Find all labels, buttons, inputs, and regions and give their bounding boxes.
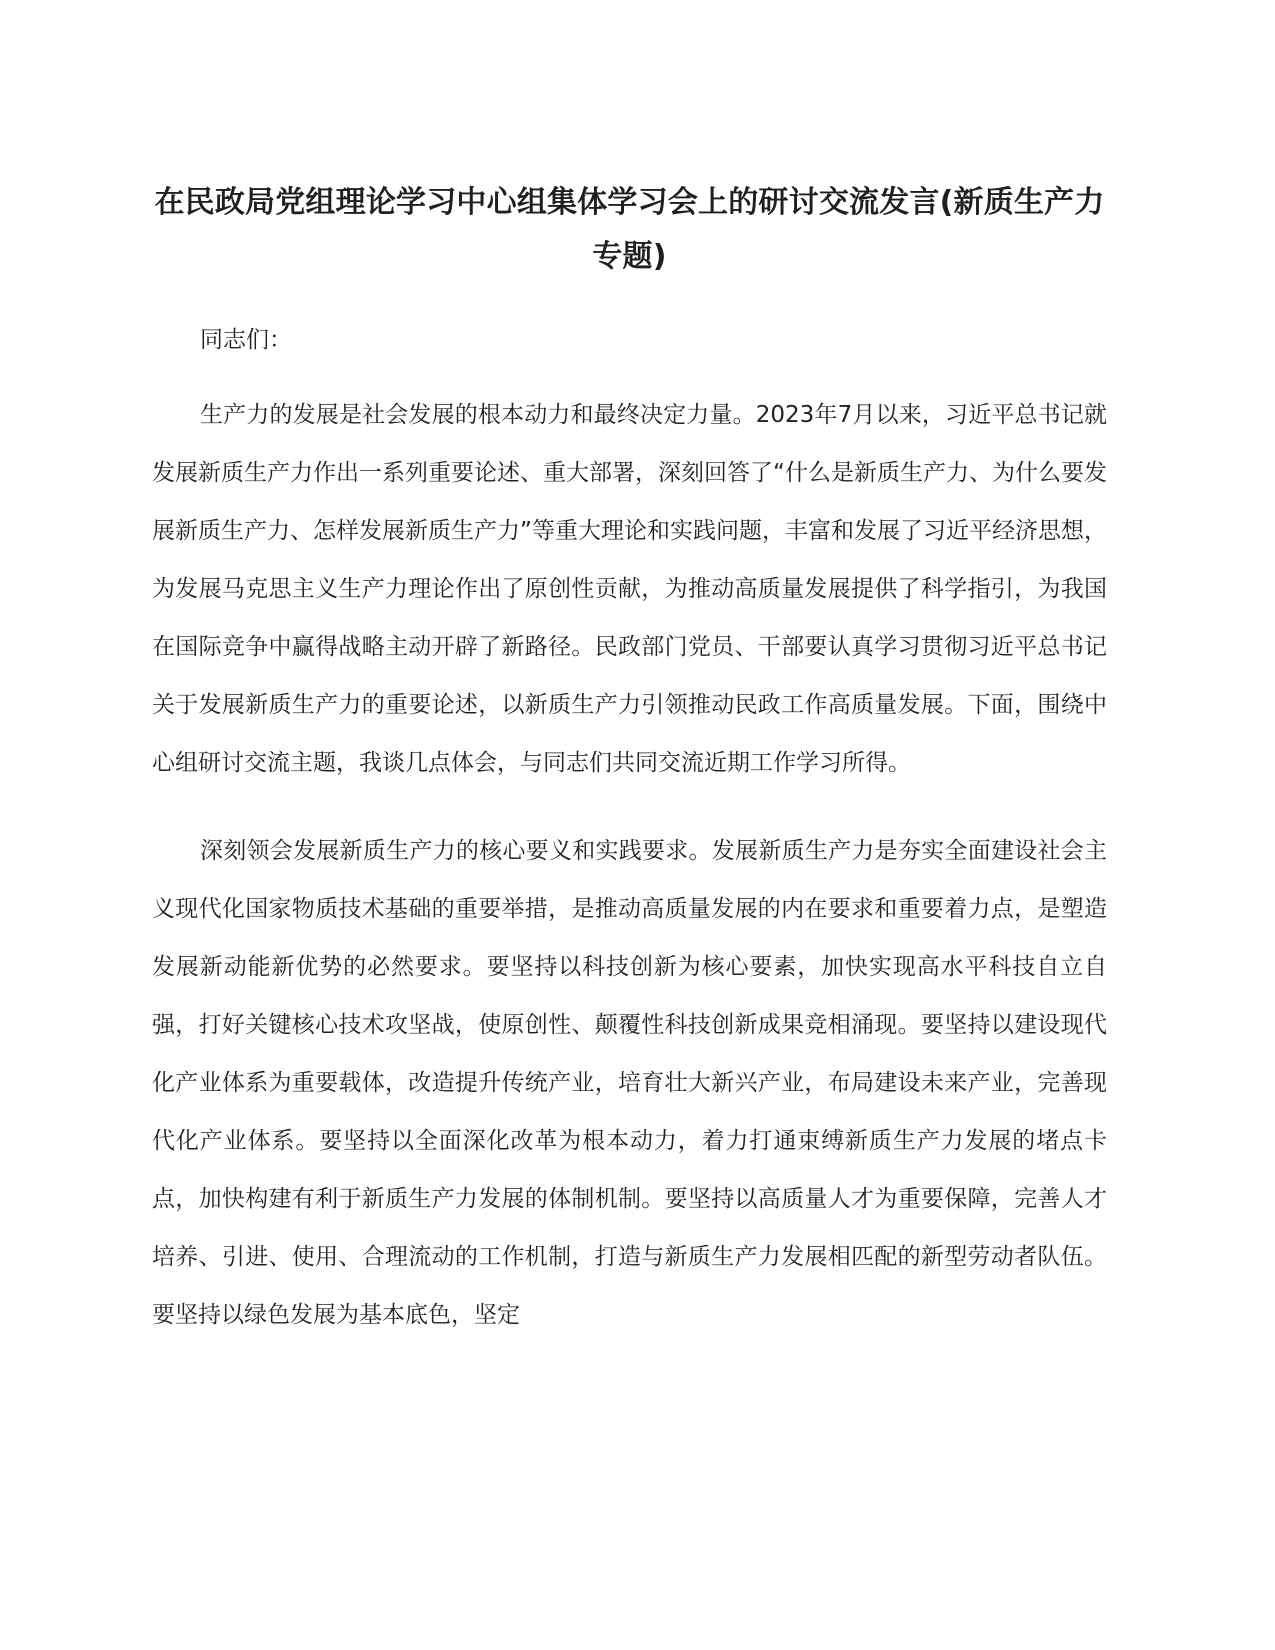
document-page bbox=[152, 176, 1107, 1344]
paragraph-1: 生产力的发展是社会发展的根本动力和最终决定力量。2023年7月以来，习近平总书记就发展新质生产力作出一系列重要论述、重大部署，深刻回答了“什么是新质生产力、为什么要发展新质生产力、怎样发展新质生产力”等重大理论和实践问题，丰富和发展了习近平经济思想，为发展马克思主义生产力理论作出了原创性贡献，为推动高质量发展提供了科学指引，为我国在国际竞争中赢得战略主动开辟了新路径。民政部门党员、干部要认真学习贯彻习近平总书记关于发展新质生产力的重要论述，以新质生产力引领推动民政工作高质量发展。下面，围绕中心组研讨交流主题，我谈几点体会，与同志们共同交流近期工作学习所得。 bbox=[152, 402, 1107, 776]
paragraph-2: 深刻领会发展新质生产力的核心要义和实践要求。发展新质生产力是夯实全面建设社会主义现代化国家物质技术基础的重要举措，是推动高质量发展的内在要求和重要着力点，是塑造发展新动能新优势的必然要求。要坚持以科技创新为核心要素，加快实现高水平科技自立自强，打好关键核心技术攻坚战，使原创性、颠覆性科技创新成果竞相涌现。要坚持以建设现代化产业体系为重要载体，改造提升传统产业，培育壮大新兴产业，布局建设未来产业，完善现代化产业体系。要坚持以全面深化改革为根本动力，着力打通束缚新质生产力发展的堵点卡点，加快构建有利于新质生产力发展的体制机制。要坚持以高质量人才为重要保障，完善人才培养、引进、使用、合理流动的工作机制，打造与新质生产力发展相匹配的新型劳动者队伍。要坚持以绿色发展为基本底色，坚定 bbox=[152, 838, 1107, 1328]
document-title: 在民政局党组理论学习中心组集体学习会上的研讨交流发言(新质生产力专题) bbox=[154, 185, 1105, 274]
salutation: 同志们： bbox=[200, 327, 292, 353]
